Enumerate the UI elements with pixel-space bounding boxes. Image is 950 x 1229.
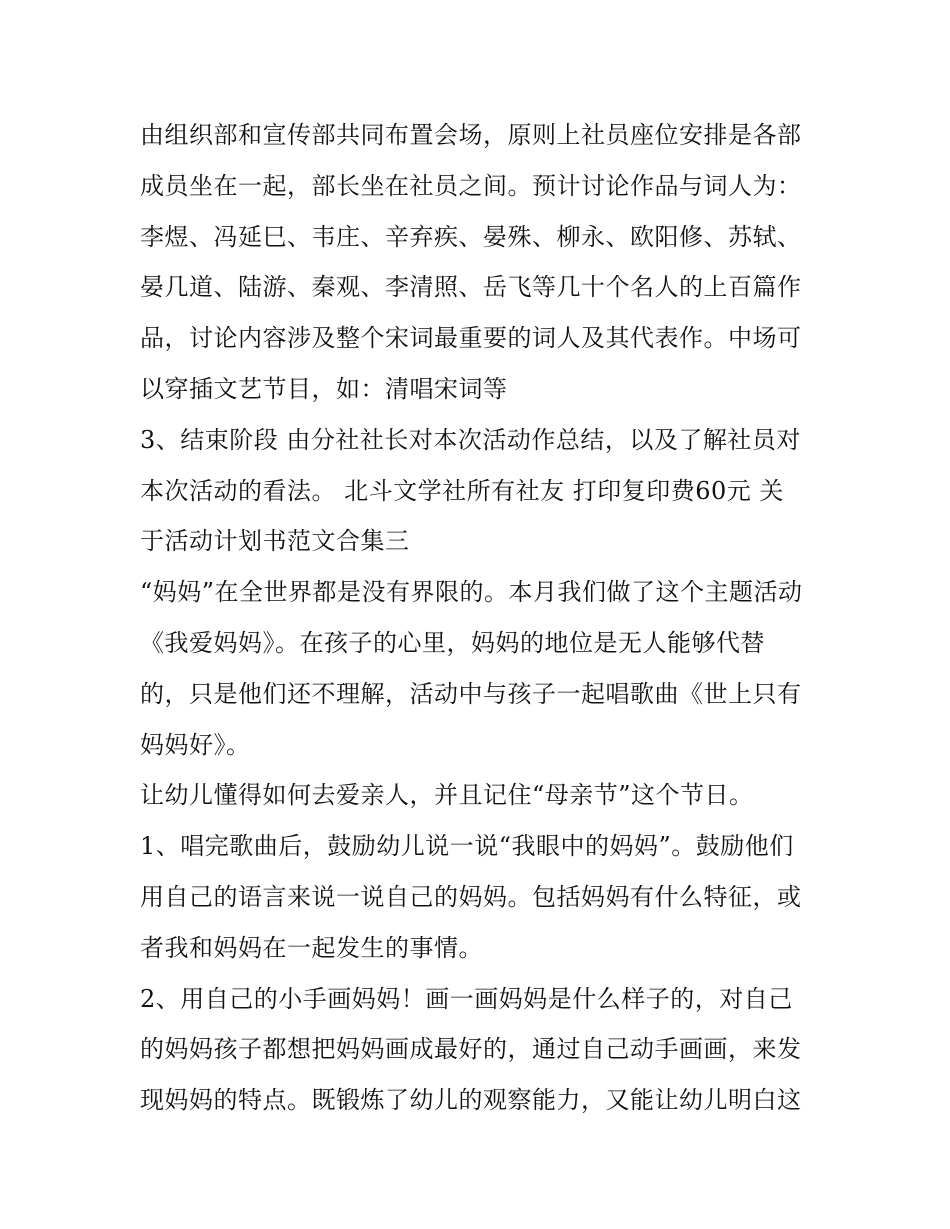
text-line: 者我和妈妈在一起发生的事情。 [140, 933, 483, 962]
text-line: 李煜、冯延巳、韦庄、辛弃疾、晏殊、柳永、欧阳修、苏轼、 [140, 222, 802, 251]
text-line: 用自己的语言来说一说自己的妈妈。包括妈妈有什么特征，或 [140, 882, 802, 911]
text-line: 2、用自己的小手画妈妈！画一画妈妈是什么样子的，对自己 [140, 984, 793, 1013]
text-line: 让幼儿懂得如何去爱亲人，并且记住“母亲节”这个节日。 [140, 781, 754, 810]
text-line: 现妈妈的特点。既锻炼了幼儿的观察能力，又能让幼儿明白这 [140, 1086, 802, 1115]
text-line: 由组织部和宣传部共同布置会场，原则上社员座位安排是各部 [140, 121, 802, 149]
text-line: 1、唱完歌曲后，鼓励幼儿说一说“我眼中的妈妈”。鼓励他们 [140, 832, 794, 861]
text-line: 品，讨论内容涉及整个宋词最重要的词人及其代表作。中场可 [140, 324, 802, 353]
text-line: 以穿插文艺节目，如：清唱宋词等 [140, 374, 508, 403]
text-line: 《我爱妈妈》。在孩子的心里，妈妈的地位是无人能够代替 [140, 628, 765, 657]
text-line: 妈妈好》。 [140, 730, 251, 759]
text-line: 晏几道、陆游、秦观、李清照、岳飞等几十个名人的上百篇作 [140, 273, 802, 302]
text-line: 成员坐在一起，部长坐在社员之间。预计讨论作品与词人为： [140, 171, 802, 200]
text-line: 的，只是他们还不理解，活动中与孩子一起唱歌曲《世上只有 [140, 679, 802, 708]
text-line: “妈妈”在全世界都是没有界限的。本月我们做了这个主题活动 [140, 578, 803, 607]
text-line: 的妈妈孩子都想把妈妈画成最好的，通过自己动手画画，来发 [140, 1035, 802, 1064]
body-text [140, 110, 820, 1126]
text-line: 本次活动的看法。 北斗文学社所有社友 打印复印费60元 关 [140, 476, 784, 505]
text-line: 3、结束阶段 由分社社长对本次活动作总结，以及了解社员对 [140, 425, 801, 454]
text-line: 于活动计划书范文合集三 [140, 527, 410, 556]
